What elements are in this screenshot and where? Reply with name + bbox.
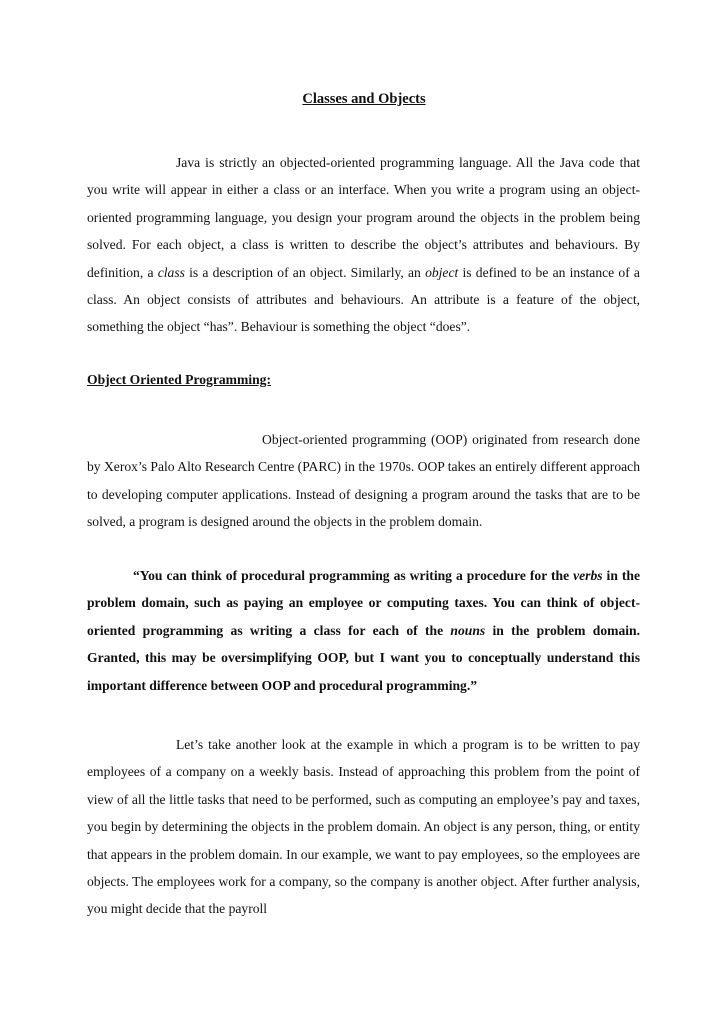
example-paragraph: Let’s take another look at the example in which a program is to be written to pay employees of a company on a weekly basis. Instead of approaching this problem from the point of view of all the little tasks that need to be performed, such as computing an employee’s pay and taxes, you begin by determining the objects in the problem domain. An object is any person, thing, or entity that appears in the problem domain. In our example, we want to pay employees, so the employees are objects. The employees work for a company, so the company is another object. After further analysis, you might decide that the payroll (87, 737, 640, 917)
intro-text-3: is defined to be an instance of a class. An object consists of attributes and behaviours. An attribute is a feature of the object, something the object “has”. Behaviour is something the object “does”. (87, 264, 640, 335)
oop-paragraph: Object-oriented programming (OOP) originated from research done by Xerox’s Palo Alto Research Centre (PARC) in the 1970s. OOP takes an entirely different approach to developing computer applications. Instead of designing a program around the tasks that are to be solved, a program is designed around the objects in the problem domain. (87, 432, 640, 530)
quote-text-3: in the problem domain. Granted, this may be oversimplifying OOP, but I want you to conceptually understand this important difference between OOP and procedural programming.” (87, 622, 640, 693)
term-verbs: verbs (573, 568, 603, 583)
quote-text-1: “You can think of procedural programming as writing a procedure for the (133, 568, 574, 583)
page-title: Classes and Objects (302, 91, 426, 107)
quote-text-2: in the problem domain, such as paying an employee or computing taxes. You can think of object-oriented programming as writing a class for each of the (87, 568, 640, 638)
intro-text-1: Java is strictly an objected-oriented programming language. All the Java code that you write will appear in either a class or an interface. When you write a program using an object-oriented programming language, you design your program around the objects in the problem being solved. For each object, a class is written to describe the object’s attributes and behaviours. By definition, a (87, 155, 640, 280)
section-heading: Object Oriented Programming: (87, 372, 271, 387)
term-class: class (157, 264, 185, 280)
intro-paragraph (87, 149, 640, 341)
term-nouns: nouns (450, 622, 486, 638)
intro-text-2: is a description of an object. Similarly, an (184, 264, 426, 280)
term-object: object (425, 264, 459, 280)
quote-paragraph (87, 562, 640, 699)
